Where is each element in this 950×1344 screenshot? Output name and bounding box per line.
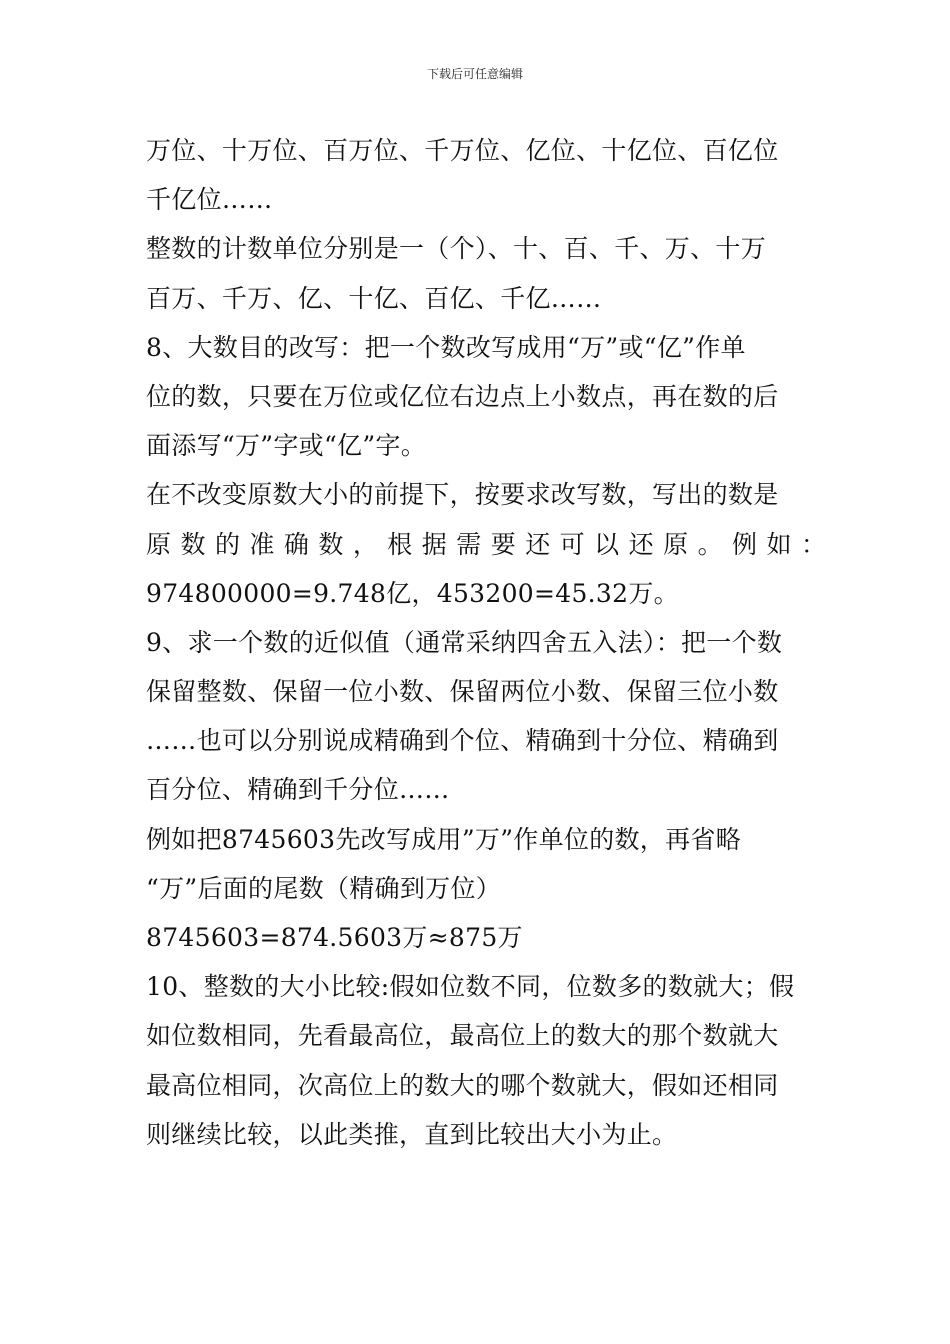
text-line: 10、整数的大小比较:假如位数不同，位数多的数就大；假 <box>146 972 795 1002</box>
text-line: 千亿位…… <box>146 185 273 215</box>
text-line: 8745603=874.5603万≈875万 <box>146 923 523 952</box>
text-line: 则继续比较，以此类推，直到比较出大小为止。 <box>146 1119 678 1149</box>
text-line: 9、求一个数的近似值（通常采纳四舍五入法）：把一个数 <box>146 627 783 657</box>
text-line: 百分位、精确到千分位…… <box>146 775 450 805</box>
text-line: 在不改变原数大小的前提下，按要求改写数，写出的数是 <box>146 480 779 510</box>
text-line: 974800000=9.748亿，453200=45.32万。 <box>146 578 679 608</box>
page-header: 下载后可任意编辑 <box>426 67 523 81</box>
text-line: “万”后面的尾数（精确到万位） <box>146 873 502 903</box>
text-line: 8、大数目的改写：把一个数改写成用“万”或“亿”作单 <box>146 332 746 362</box>
text-line: 整数的计数单位分别是一（个）、十、百、千、万、十万 <box>146 234 767 264</box>
text-line: 如位数相同，先看最高位，最高位上的数大的那个数就大 <box>146 1021 779 1051</box>
text-line: ……也可以分别说成精确到个位、精确到十分位、精确到 <box>146 726 779 756</box>
text-line: 万位、十万位、百万位、千万位、亿位、十亿位、百亿位 <box>146 136 779 165</box>
text-line: 例如把8745603先改写成用”万”作单位的数，再省略 <box>146 824 742 854</box>
text-line: 最高位相同，次高位上的数大的哪个数就大，假如还相同 <box>146 1070 779 1100</box>
document-body <box>146 126 826 1159</box>
text-line: 原数的准确数，根据需要还可以还原。例如： <box>146 529 826 559</box>
text-line: 百万、千万、亿、十亿、百亿、千亿…… <box>146 283 602 313</box>
text-line: 面添写“万”字或“亿”字。 <box>146 431 427 461</box>
text-line: 位的数，只要在万位或亿位右边点上小数点，再在数的后 <box>146 381 779 411</box>
text-line: 保留整数、保留一位小数、保留两位小数、保留三位小数 <box>146 677 779 707</box>
